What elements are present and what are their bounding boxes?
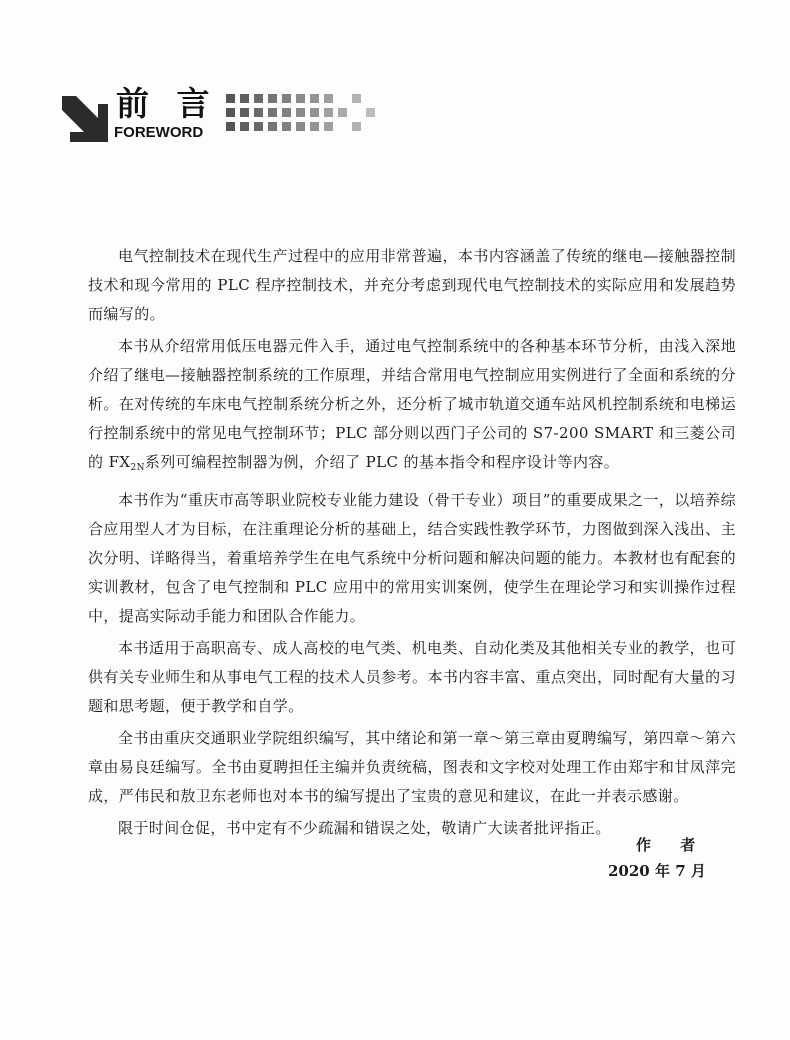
paragraph-audience: 本书适用于高职高专、成人高校的电气类、机电类、自动化类及其他相关专业的教学，也可供有关专业师生和从事电气工程的技术人员参考。本书内容丰富、重点突出，同时配有大量的习题和思考题，便于教学和自学。	[88, 639, 736, 715]
page-subtitle: FOREWORD	[114, 124, 204, 141]
decorative-dot	[254, 108, 263, 117]
decorative-dot	[282, 122, 291, 131]
decorative-dot	[352, 94, 361, 103]
paragraph-project: 本书作为“重庆市高等职业院校专业能力建设（骨干专业）项目”的重要成果之一，以培养综合应用型人才为目标，在注重理论分析的基础上，结合实践性教学环节，力图做到深入浅出、主次分明、详略得当，着重培养学生在电气系统中分析问题和解决问题的能力。本教材也有配套的实训教材，包含了电气控制和 PLC 应用中的常用实训案例，使学生在理论学习和实训操作过程中，提高实际动手能力和团队合作能力。	[88, 491, 736, 625]
paragraph-content-overview	[88, 332, 736, 483]
foreword-body	[88, 242, 736, 846]
decorative-dot	[296, 108, 305, 117]
decorative-dot	[226, 108, 235, 117]
decorative-dot	[310, 94, 319, 103]
decorative-dot	[310, 108, 319, 117]
decorative-dot-grid	[226, 94, 426, 144]
decorative-dot	[240, 122, 249, 131]
decorative-dot	[352, 122, 361, 131]
decorative-dot	[268, 108, 277, 117]
decorative-dot	[240, 108, 249, 117]
paragraph-intro: 电气控制技术在现代生产过程中的应用非常普遍，本书内容涵盖了传统的继电—接触器控制技术和现今常用的 PLC 程序控制技术，并充分考虑到现代电气控制技术的实际应用和发展趋势而编写的。	[88, 247, 736, 323]
paragraph-text: 系列可编程控制器为例，介绍了 PLC 的基本指令和程序设计等内容。	[144, 453, 620, 471]
decorative-dot	[282, 108, 291, 117]
paragraph-text: 本书从介绍常用低压电器元件入手，通过电气控制系统中的各种基本环节分析，由浅入深地介绍了继电—接触器控制系统的工作原理，并结合常用电气控制应用实例进行了全面和系统的分析。在对传统的车床电气控制系统分析之外，还分析了城市轨道交通车站风机控制系统和电梯运行控制系统中的常见电气控制环节；PLC 部分则以西门子公司的 S7-200 SMART 和三菱公司的 FX	[88, 337, 736, 471]
decorative-dot	[324, 108, 333, 117]
subscript-text: 2N	[130, 463, 145, 473]
decorative-dot	[366, 108, 375, 117]
arrow-down-right-icon	[58, 92, 110, 144]
decorative-dot	[324, 122, 333, 131]
decorative-dot	[240, 94, 249, 103]
decorative-dot	[268, 122, 277, 131]
decorative-dot	[296, 94, 305, 103]
page-title: 前 言	[116, 84, 218, 123]
paragraph-closing: 限于时间仓促，书中定有不少疏漏和错误之处，敬请广大读者批评指正。	[118, 819, 611, 837]
signature-author: 作 者	[636, 836, 708, 854]
decorative-dot	[254, 122, 263, 131]
decorative-dot	[324, 94, 333, 103]
decorative-dot	[310, 122, 319, 131]
decorative-dot	[282, 94, 291, 103]
signature-date: 2020 年 7 月	[608, 862, 706, 880]
decorative-dot	[226, 94, 235, 103]
decorative-dot	[268, 94, 277, 103]
paragraph-authors: 全书由重庆交通职业学院组织编写，其中绪论和第一章～第三章由夏聘编写，第四章～第六章由易良廷编写。全书由夏聘担任主编并负责统稿，图表和文字校对处理工作由郑宇和甘凤萍完成，严伟民和敖卫东老师也对本书的编写提出了宝贵的意见和建议，在此一并表示感谢。	[88, 729, 736, 805]
decorative-dot	[338, 108, 347, 117]
decorative-dot	[296, 122, 305, 131]
decorative-dot	[226, 122, 235, 131]
decorative-dot	[254, 94, 263, 103]
foreword-header	[58, 86, 378, 146]
